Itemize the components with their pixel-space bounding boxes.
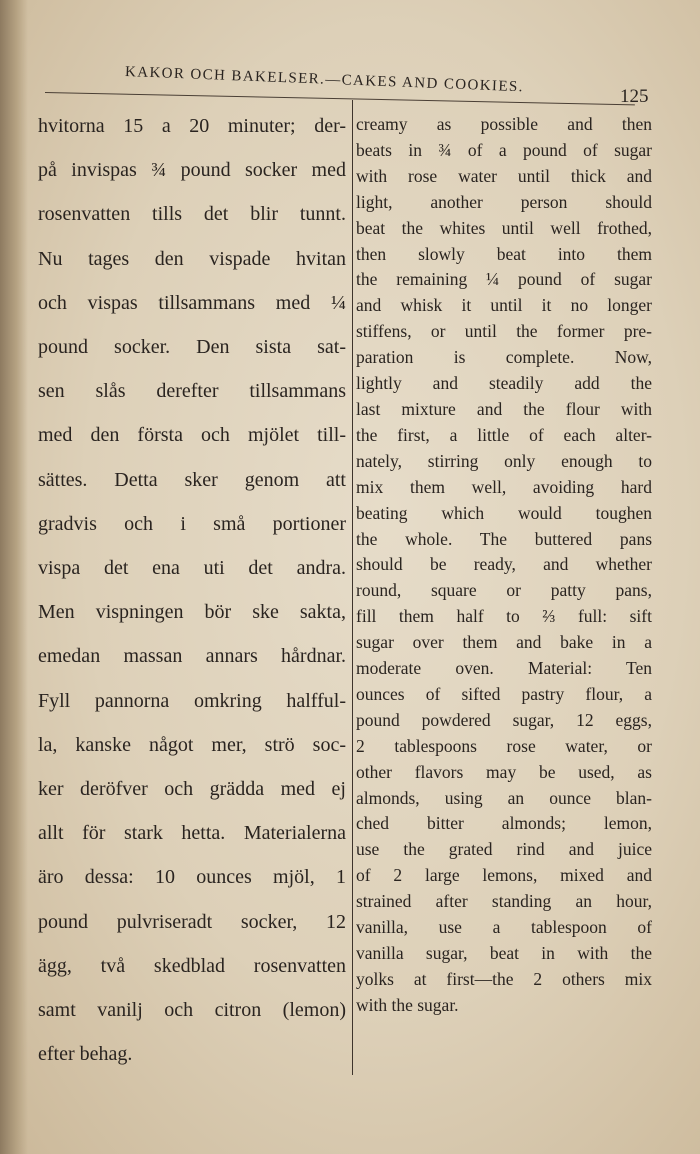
text-line: then slowly beat into them [356,243,652,264]
text-line: strained after standing an hour, [356,891,652,912]
text-line: round, square or patty pans, [356,580,652,601]
text-line: vanilla sugar, beat in with the [356,943,652,963]
page-header [124,58,665,107]
text-line: ched bitter almonds; lemon, [356,813,652,834]
text-line: the first, a little of each alter- [356,424,652,445]
text-line: of 2 large lemons, mixed and [356,865,652,886]
text-line: nately, stirring only enough to [356,450,652,471]
text-line: should be ready, and whether [356,554,652,575]
text-line: ounces of sifted pastry flour, a [356,683,652,704]
text-line: Nu tages den vispade hvitan [38,247,346,270]
text-line: moderate oven. Material: Ten [356,658,652,679]
text-line: allt för stark hetta. Materialerna [38,822,346,845]
text-line: rosenvatten tills det blir tunnt. [38,203,346,226]
text-line: and whisk it until it no longer [356,295,652,316]
column-divider [352,100,353,1075]
running-head: KAKOR OCH BAKELSER.—CAKES AND COOKIES. [124,64,525,96]
page-number: 125 [620,86,649,107]
text-line: last mixture and the flour with [356,398,652,419]
text-line: the remaining ¼ pound of sugar [356,269,652,290]
text-line: Fyll pannorna omkring halfful- [38,689,346,712]
text-line: sen slås derefter tillsammans [38,380,346,403]
text-line: pound pulvriseradt socker, 12 [38,910,346,933]
text-line: emedan massan annars hårdnar. [38,645,346,668]
text-line: beats in ¾ of a pound of sugar [356,139,652,160]
text-line: sättes. Detta sker genom att [38,468,346,491]
text-line: yolks at first—the 2 others mix [356,968,652,989]
text-line: almonds, using an ounce blan- [356,787,652,808]
swedish-column [38,104,346,1076]
text-line: vanilla, use a tablespoon of [356,917,652,938]
text-line: vispa det ena uti det andra. [38,557,346,580]
text-line: creamy as possible and then [356,114,652,134]
text-line: pound powdered sugar, 12 eggs, [356,709,652,730]
text-line: hvitorna 15 a 20 minuter; der- [38,115,346,137]
text-line: pound socker. Den sista sat- [38,336,346,359]
text-line: with rose water until thick and [356,165,652,186]
text-line: other flavors may be used, as [356,761,652,782]
text-line: beat the whites until well frothed, [356,217,652,238]
text-line: ägg, två skedblad rosenvatten [38,954,346,977]
text-line: fill them half to ⅔ full: sift [356,606,652,627]
text-line: på invispas ¾ pound socker med [38,159,346,182]
text-line: paration is complete. Now, [356,347,652,368]
text-line: efter behag. [38,1043,133,1066]
text-line: stiffens, or until the former pre- [356,321,652,342]
text-line: 2 tablespoons rose water, or [356,735,652,756]
text-line: med den första och mjölet till- [38,424,346,447]
text-line: mix them well, avoiding hard [356,476,652,497]
text-line: samt vanilj och citron (lemon) [38,999,346,1022]
text-line: äro dessa: 10 ounces mjöl, 1 [38,866,346,889]
page-gutter-shadow [0,0,28,1154]
text-line: sugar over them and bake in a [356,632,652,653]
text-line: with the sugar. [356,994,459,1015]
text-line: Men vispningen bör ske sakta, [38,601,346,624]
text-line: lightly and steadily add the [356,373,652,394]
english-column [356,112,652,1019]
text-line: light, another person should [356,191,652,212]
text-line: la, kanske något mer, strö soc- [38,733,346,756]
text-line: the whole. The buttered pans [356,528,652,549]
text-line: och vispas tillsammans med ¼ [38,291,346,314]
text-line: gradvis och i små portioner [38,512,346,535]
text-line: use the grated rind and juice [356,839,652,860]
text-line: ker deröfver och grädda med ej [38,778,346,801]
text-line: beating which would toughen [356,502,652,523]
